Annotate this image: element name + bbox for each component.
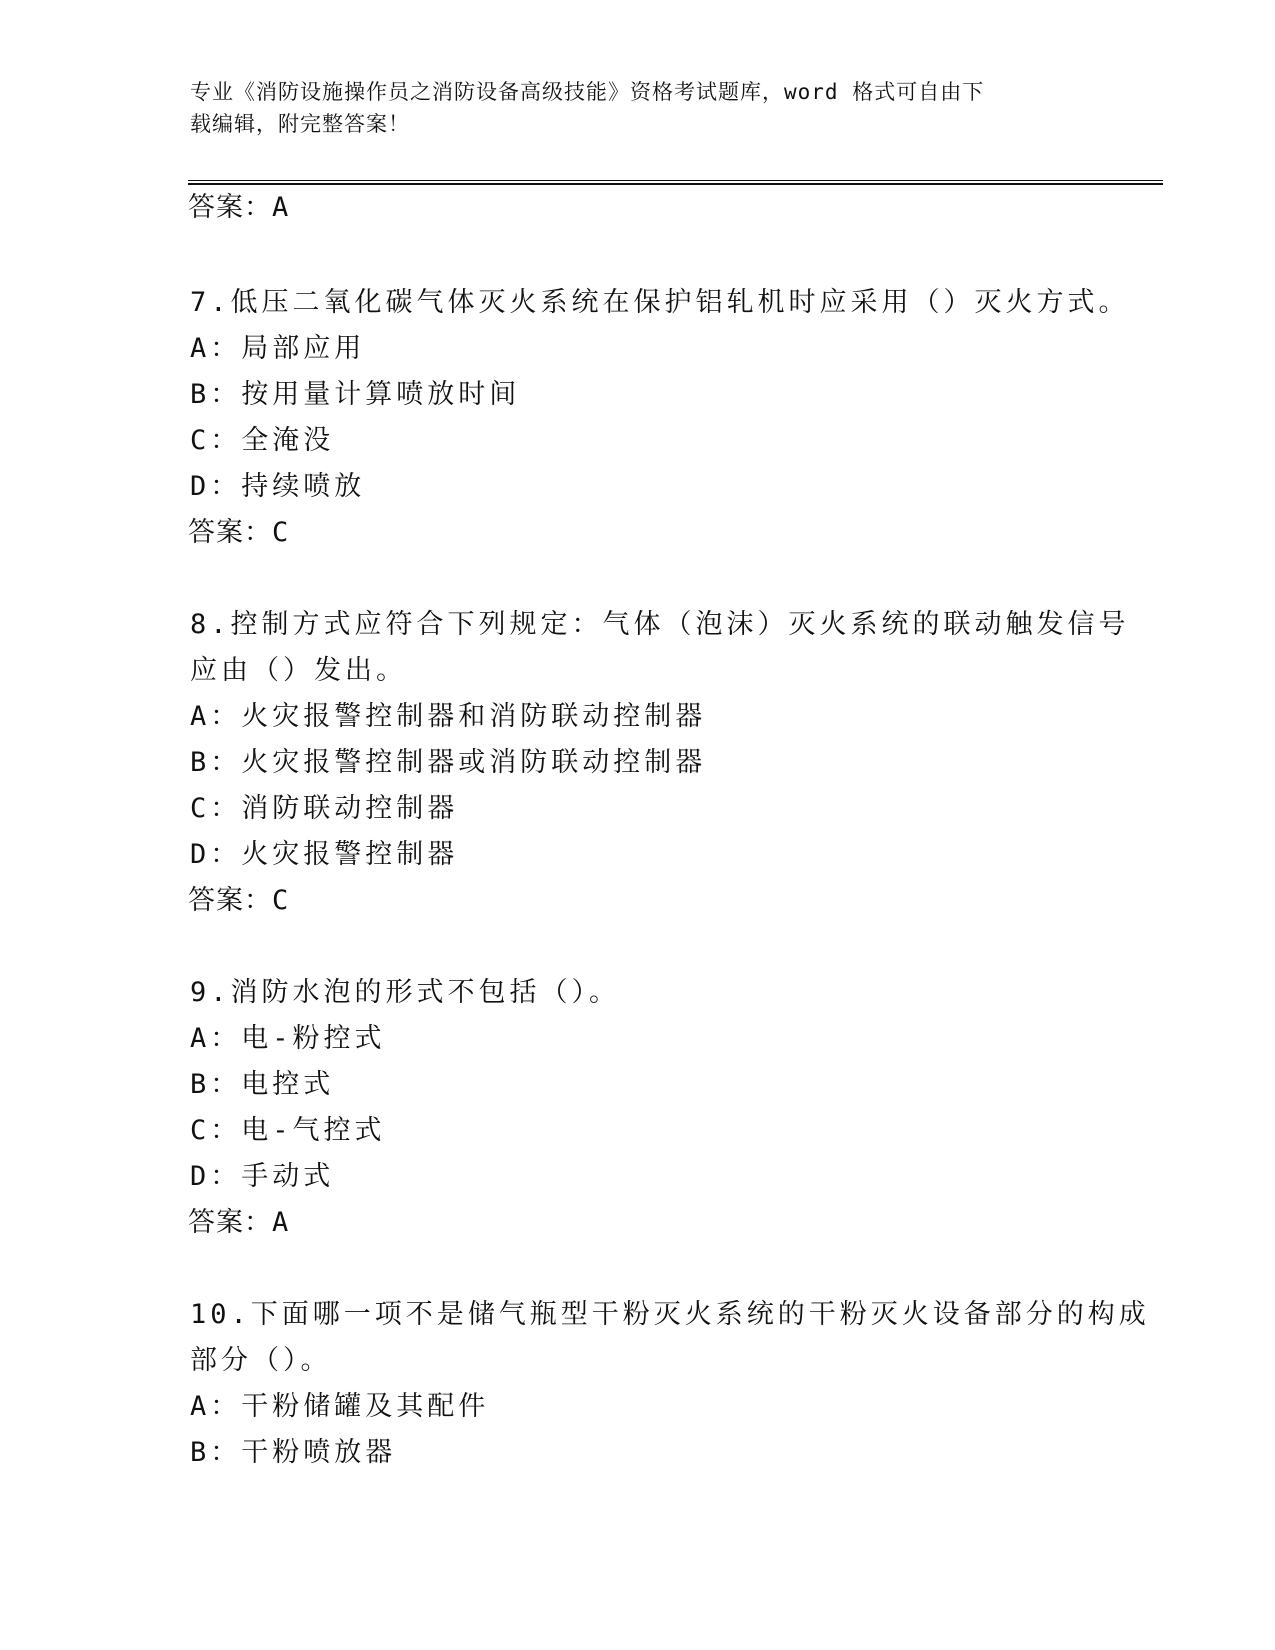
- answer: [188, 1200, 289, 1246]
- option-b: B：干粉喷放器: [190, 1437, 397, 1468]
- question-stem-cont: 应由（）发出。: [190, 655, 407, 686]
- question-stem: 7.低压二氧化碳气体灭火系统在保护铝轧机时应采用（）灭火方式。: [190, 287, 1130, 318]
- option-c: C：消防联动控制器: [190, 793, 459, 824]
- option-d: D：手动式: [190, 1161, 335, 1192]
- answer-label: 答案：: [188, 1207, 272, 1238]
- question-stem: 9.消防水泡的形式不包括（）。: [190, 977, 621, 1008]
- document-header: [190, 76, 1090, 140]
- answer-value: A: [272, 192, 290, 223]
- option-b: B：火灾报警控制器或消防联动控制器: [190, 747, 707, 778]
- option-a: A：电-粉控式: [190, 1023, 386, 1054]
- header-line-2: 载编辑，附完整答案！: [190, 112, 410, 136]
- answer-label: 答案：: [188, 517, 272, 548]
- answer-label: 答案：: [188, 192, 272, 223]
- option-b: B：按用量计算喷放时间: [190, 379, 521, 410]
- option-c: C：全淹没: [190, 425, 335, 456]
- header-rule-bottom: [188, 183, 1163, 185]
- answer: [188, 510, 289, 556]
- answer-label: 答案：: [188, 885, 272, 916]
- question-stem: 8.控制方式应符合下列规定：气体（泡沫）灭火系统的联动触发信号: [190, 609, 1130, 640]
- question-stem: 10.下面哪一项不是储气瓶型干粉灭火系统的干粉灭火设备部分的构成: [190, 1299, 1150, 1330]
- option-a: A：干粉储罐及其配件: [190, 1391, 490, 1422]
- answer-value: C: [272, 885, 290, 916]
- header-rule-top: [188, 180, 1163, 181]
- option-d: D：火灾报警控制器: [190, 839, 459, 870]
- answer: [188, 878, 289, 924]
- option-a: A：火灾报警控制器和消防联动控制器: [190, 701, 707, 732]
- header-line-1: 专业《消防设施操作员之消防设备高级技能》资格考试题库，word 格式可自由下: [190, 80, 985, 104]
- answer-value: C: [272, 517, 290, 548]
- answer-value: A: [272, 1207, 290, 1238]
- option-c: C：电-气控式: [190, 1115, 386, 1146]
- option-d: D：持续喷放: [190, 471, 366, 502]
- option-b: B：电控式: [190, 1069, 335, 1100]
- answer-prev: [188, 185, 289, 231]
- question-stem-cont: 部分（）。: [190, 1345, 332, 1376]
- option-a: A：局部应用: [190, 333, 366, 364]
